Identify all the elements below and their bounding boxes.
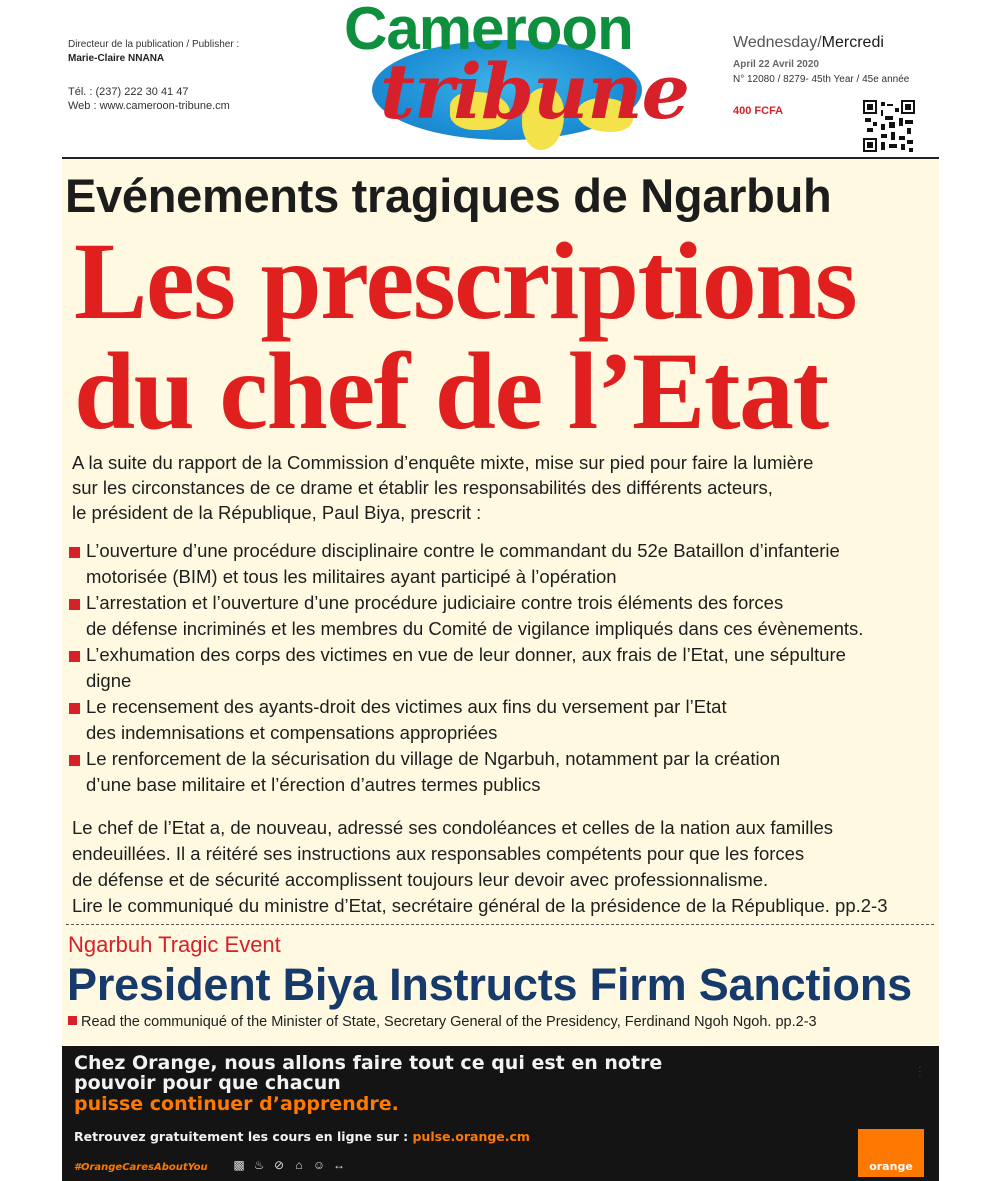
newspaper-logo: [340, 0, 690, 150]
issue-date: April 22 Avril 2020: [733, 59, 819, 70]
list-item-line: motorisée (BIM) et tous les militaires ayant participé à l’opération: [86, 566, 617, 587]
orange-logo-text: orange: [869, 1160, 913, 1173]
closing-line: Le chef de l’Etat a, de nouveau, adressé ses condoléances et celles de la nation aux familles: [72, 817, 834, 838]
english-kicker: Ngarbuh Tragic Event: [68, 932, 281, 957]
list-item-line: Le renforcement de la sécurisation du village de Ngarbuh, notamment par la création: [86, 748, 781, 769]
list-item: [68, 694, 938, 746]
list-item-line: d’une base militaire et l’érection d’autres termes publics: [86, 774, 541, 795]
red-square-bullet-icon: [69, 703, 80, 714]
issue-number: N° 12080 / 8279- 45th Year / 45e année: [733, 74, 910, 85]
list-item: [68, 642, 938, 694]
prescriptions-list: [68, 538, 938, 798]
red-square-bullet-icon: [69, 599, 80, 610]
closing-line: Lire le communiqué du ministre d’Etat, secrétaire général de la présidence de la République. pp.2-3: [72, 895, 888, 916]
red-square-bullet-icon: [69, 547, 80, 558]
list-item-line: L’arrestation et l’ouverture d’une procédure judiciaire contre trois éléments des forces: [86, 592, 784, 613]
soap-icon: ▩: [233, 1158, 245, 1172]
orange-logo: [858, 1129, 924, 1177]
issue-price: 400 FCFA: [733, 105, 784, 117]
cough-icon: ☺: [312, 1158, 326, 1172]
red-square-bullet-icon: [69, 651, 80, 662]
story-intro: [72, 450, 932, 525]
orange-advertisement[interactable]: [62, 1046, 939, 1181]
ad-hashtag: #OrangeCaresAboutYou: [74, 1162, 208, 1173]
distance-icon: ↔: [333, 1158, 345, 1172]
issue-day-en: Wednesday/: [733, 34, 822, 51]
intro-line: le président de la République, Paul Biya, prescrit :: [72, 502, 482, 523]
qr-code-icon[interactable]: [863, 100, 915, 152]
list-item-line: L’ouverture d’une procédure disciplinaire contre le commandant du 52e Bataillon d’infanterie: [86, 540, 840, 561]
publisher-info: [68, 38, 239, 113]
issue-day: [733, 33, 933, 53]
intro-line: A la suite du rapport de la Commission d’enquête mixte, mise sur pied pour faire la lumière: [72, 452, 814, 473]
ad-line-highlight: puisse continuer d’apprendre.: [74, 1093, 399, 1115]
ad-line: Chez Orange, nous allons faire tout ce qui est en notre: [74, 1052, 663, 1074]
publisher-label: Directeur de la publication / Publisher :: [68, 39, 240, 50]
main-headline: [74, 220, 944, 452]
ad-link[interactable]: pulse.orange.cm: [412, 1129, 530, 1144]
list-item-line: de défense incriminés et les membres du Comité de vigilance impliqués dans ces évènements.: [86, 618, 864, 639]
intro-line: sur les circonstances de ce drame et établir les responsabilités des différents acteurs,: [72, 477, 773, 498]
logo-wordmark-top: Cameroon: [344, 0, 633, 62]
ad-cta: [74, 1129, 530, 1144]
list-item-line: L’exhumation des corps des victimes en vue de leur donner, aux frais de l’Etat, une sépulture: [86, 644, 846, 665]
list-item-line: digne: [86, 670, 132, 691]
red-square-bullet-icon: [68, 1016, 77, 1025]
ad-side-mark: · · ·: [916, 1066, 923, 1077]
handwash-icon: ♨: [253, 1158, 265, 1172]
publisher-web: Web : www.cameroon-tribune.cm: [68, 100, 230, 112]
ad-line: pouvoir pour que chacun: [74, 1072, 341, 1094]
logo-wordmark-bottom: tribune: [380, 47, 690, 136]
list-item: [68, 538, 938, 590]
publisher-tel: Tél. : (237) 222 30 41 47: [68, 86, 189, 98]
closing-line: endeuillées. Il a réitéré ses instructions aux responsables compétents pour que les forces: [72, 843, 805, 864]
list-item-line: des indemnisations et compensations appropriées: [86, 722, 498, 743]
closing-line: de défense et de sécurité accomplissent toujours leur devoir avec professionnalisme.: [72, 869, 769, 890]
no-handshake-icon: ⊘: [273, 1158, 285, 1172]
section-divider: [66, 924, 934, 925]
red-square-bullet-icon: [69, 755, 80, 766]
list-item-line: Le recensement des ayants-droit des victimes aux fins du versement par l’Etat: [86, 696, 727, 717]
list-item: [68, 590, 938, 642]
headline-line: du chef de l’Etat: [74, 330, 828, 452]
masthead: [0, 0, 1000, 158]
ad-cta-text: Retrouvez gratuitement les cours en ligne sur :: [74, 1129, 413, 1144]
issue-day-fr: Mercredi: [821, 34, 884, 51]
story-kicker: Evénements tragiques de Ngarbuh: [65, 169, 832, 222]
list-item: [68, 746, 938, 798]
story-closing: [72, 815, 942, 919]
headline-line: Les prescriptions: [74, 220, 857, 342]
english-note-text: Read the communiqué of the Minister of State, Secretary General of the Presidency, Ferdinand Ngoh Ngoh. pp.2-3: [81, 1014, 817, 1030]
stay-home-icon: ⌂: [295, 1158, 303, 1172]
publisher-name: Marie-Claire NNANA: [68, 53, 165, 64]
ad-icon-row: [232, 1158, 346, 1174]
english-headline: President Biya Instructs Firm Sanctions: [67, 959, 912, 1010]
english-note: [68, 1012, 817, 1032]
